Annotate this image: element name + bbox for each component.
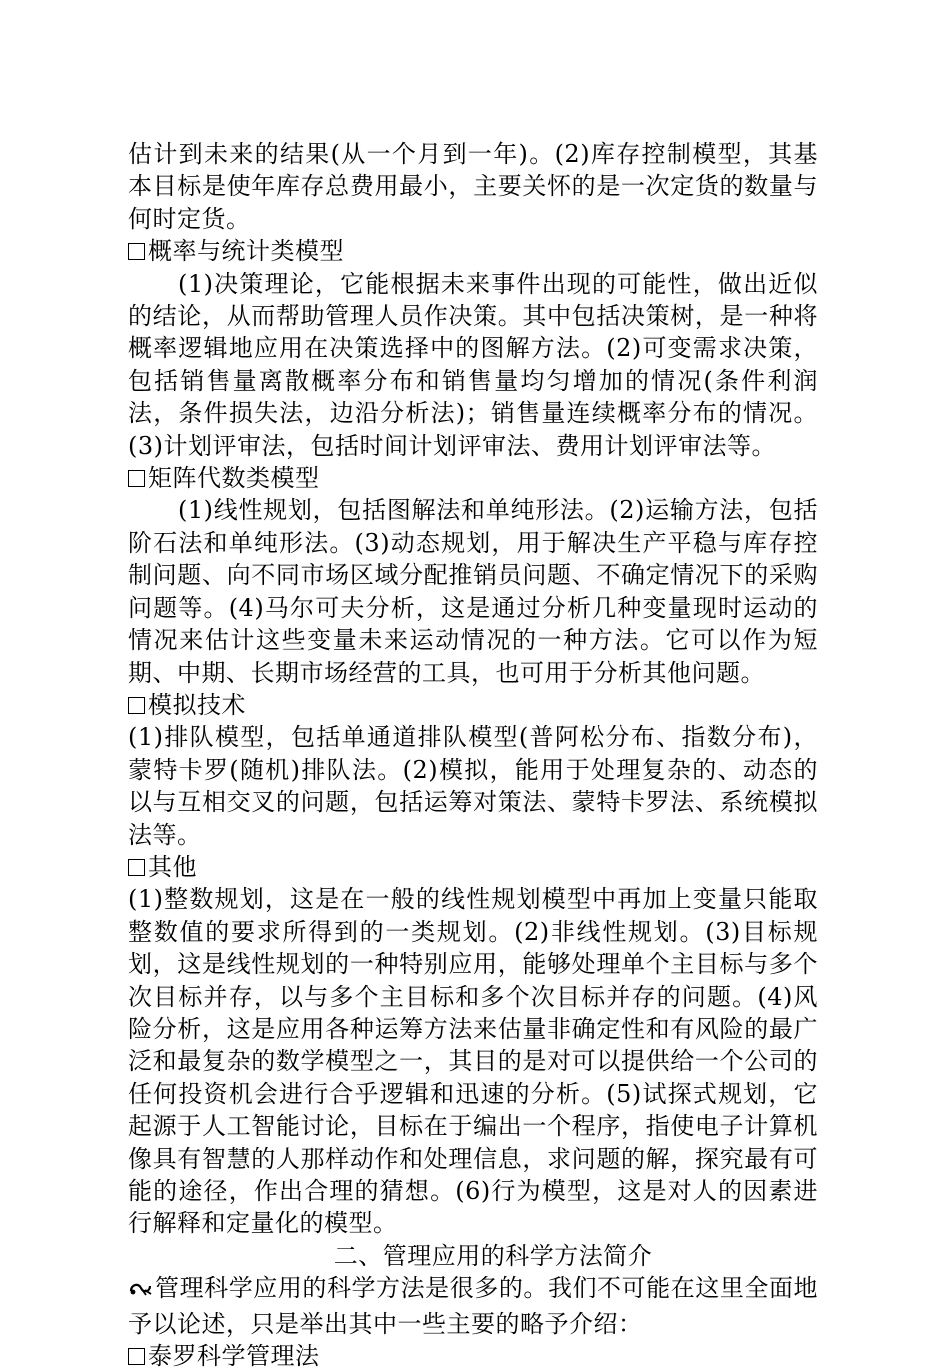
heading-taylor	[128, 1340, 818, 1372]
heading-simulation-text: 模拟技术	[148, 690, 246, 719]
intro-paragraph: 估计到未来的结果(从一个月到一年)。(2)库存控制模型，其基本目标是使年库存总费用最小，主要关怀的是一次定货的数量与何时定货。	[128, 140, 818, 233]
checkbox-icon	[128, 470, 145, 487]
bullet-ornament-icon	[128, 1275, 155, 1307]
document-page	[128, 138, 818, 1372]
section-intro-paragraph	[128, 1272, 818, 1340]
section-title: 二、管理应用的科学方法简介	[333, 1241, 653, 1270]
matrix-paragraph: (1)线性规划，包括图解法和单纯形法。(2)运输方法，包括阶石法和单纯形法。(3)动态规划，用于解决生产平稳与库存控制问题、向不同市场区域分配推销员问题、不确定情况下的采购问题等。(4)马尔可夫分析，这是通过分析几种变量现时运动的情况来估计这些变量未来运动情况的一种方法。它可以作为短期、中期、长期市场经营的工具，也可用于分析其他问题。	[128, 496, 818, 687]
checkbox-icon	[128, 697, 145, 714]
heading-matrix	[128, 462, 818, 494]
probability-paragraph: (1)决策理论，它能根据未来事件出现的可能性，做出近似的结论，从而帮助管理人员作决策。其中包括决策树，是一种将概率逻辑地应用在决策选择中的图解方法。(2)可变需求决策，包括销售量离散概率分布和销售量均匀增加的情况(条件利润法，条件损失法，边沿分析法)；销售量连续概率分布的情况。(3)计划评审法，包括时间计划评审法、费用计划评审法等。	[128, 269, 818, 460]
heading-other-text: 其他	[148, 852, 197, 881]
heading-probability-text: 概率与统计类模型	[148, 237, 344, 266]
simulation-paragraph: (1)排队模型，包括单通道排队模型(普阿松分布、指数分布)，蒙特卡罗(随机)排队法。(2)模拟，能用于处理复杂的、动态的以与互相交叉的问题，包括运筹对策法、蒙特卡罗法、系统模拟法等。	[128, 723, 818, 849]
checkbox-icon	[128, 859, 145, 876]
section-intro-text: 管理科学应用的科学方法是很多的。我们不可能在这里全面地予以论述，只是举出其中一些主要的略予介绍：	[128, 1274, 818, 1338]
checkbox-icon	[128, 243, 145, 260]
heading-matrix-text: 矩阵代数类模型	[148, 464, 320, 493]
checkbox-icon	[128, 1348, 145, 1365]
heading-simulation	[128, 689, 818, 721]
heading-probability	[128, 235, 818, 267]
other-paragraph: (1)整数规划，这是在一般的线性规划模型中再加上变量只能取整数值的要求所得到的一类规划。(2)非线性规划。(3)目标规划，这是线性规划的一种特别应用，能够处理单个主目标与多个次目标并存，以与多个主目标和多个次目标并存的问题。(4)风险分析，这是应用各种运筹方法来估量非确定性和有风险的最广泛和最复杂的数学模型之一，其目的是对可以提供给一个公司的任何投资机会进行合乎逻辑和迅速的分析。(5)试探式规划，它起源于人工智能讨论，目标在于编出一个程序，指使电子计算机像具有智慧的人那样动作和处理信息，求问题的解，探究最有可能的途径，作出合理的猜想。(6)行为模型，这是对人的因素进行解释和定量化的模型。	[128, 885, 818, 1238]
heading-taylor-text: 泰罗科学管理法	[148, 1342, 320, 1371]
heading-other	[128, 851, 818, 883]
